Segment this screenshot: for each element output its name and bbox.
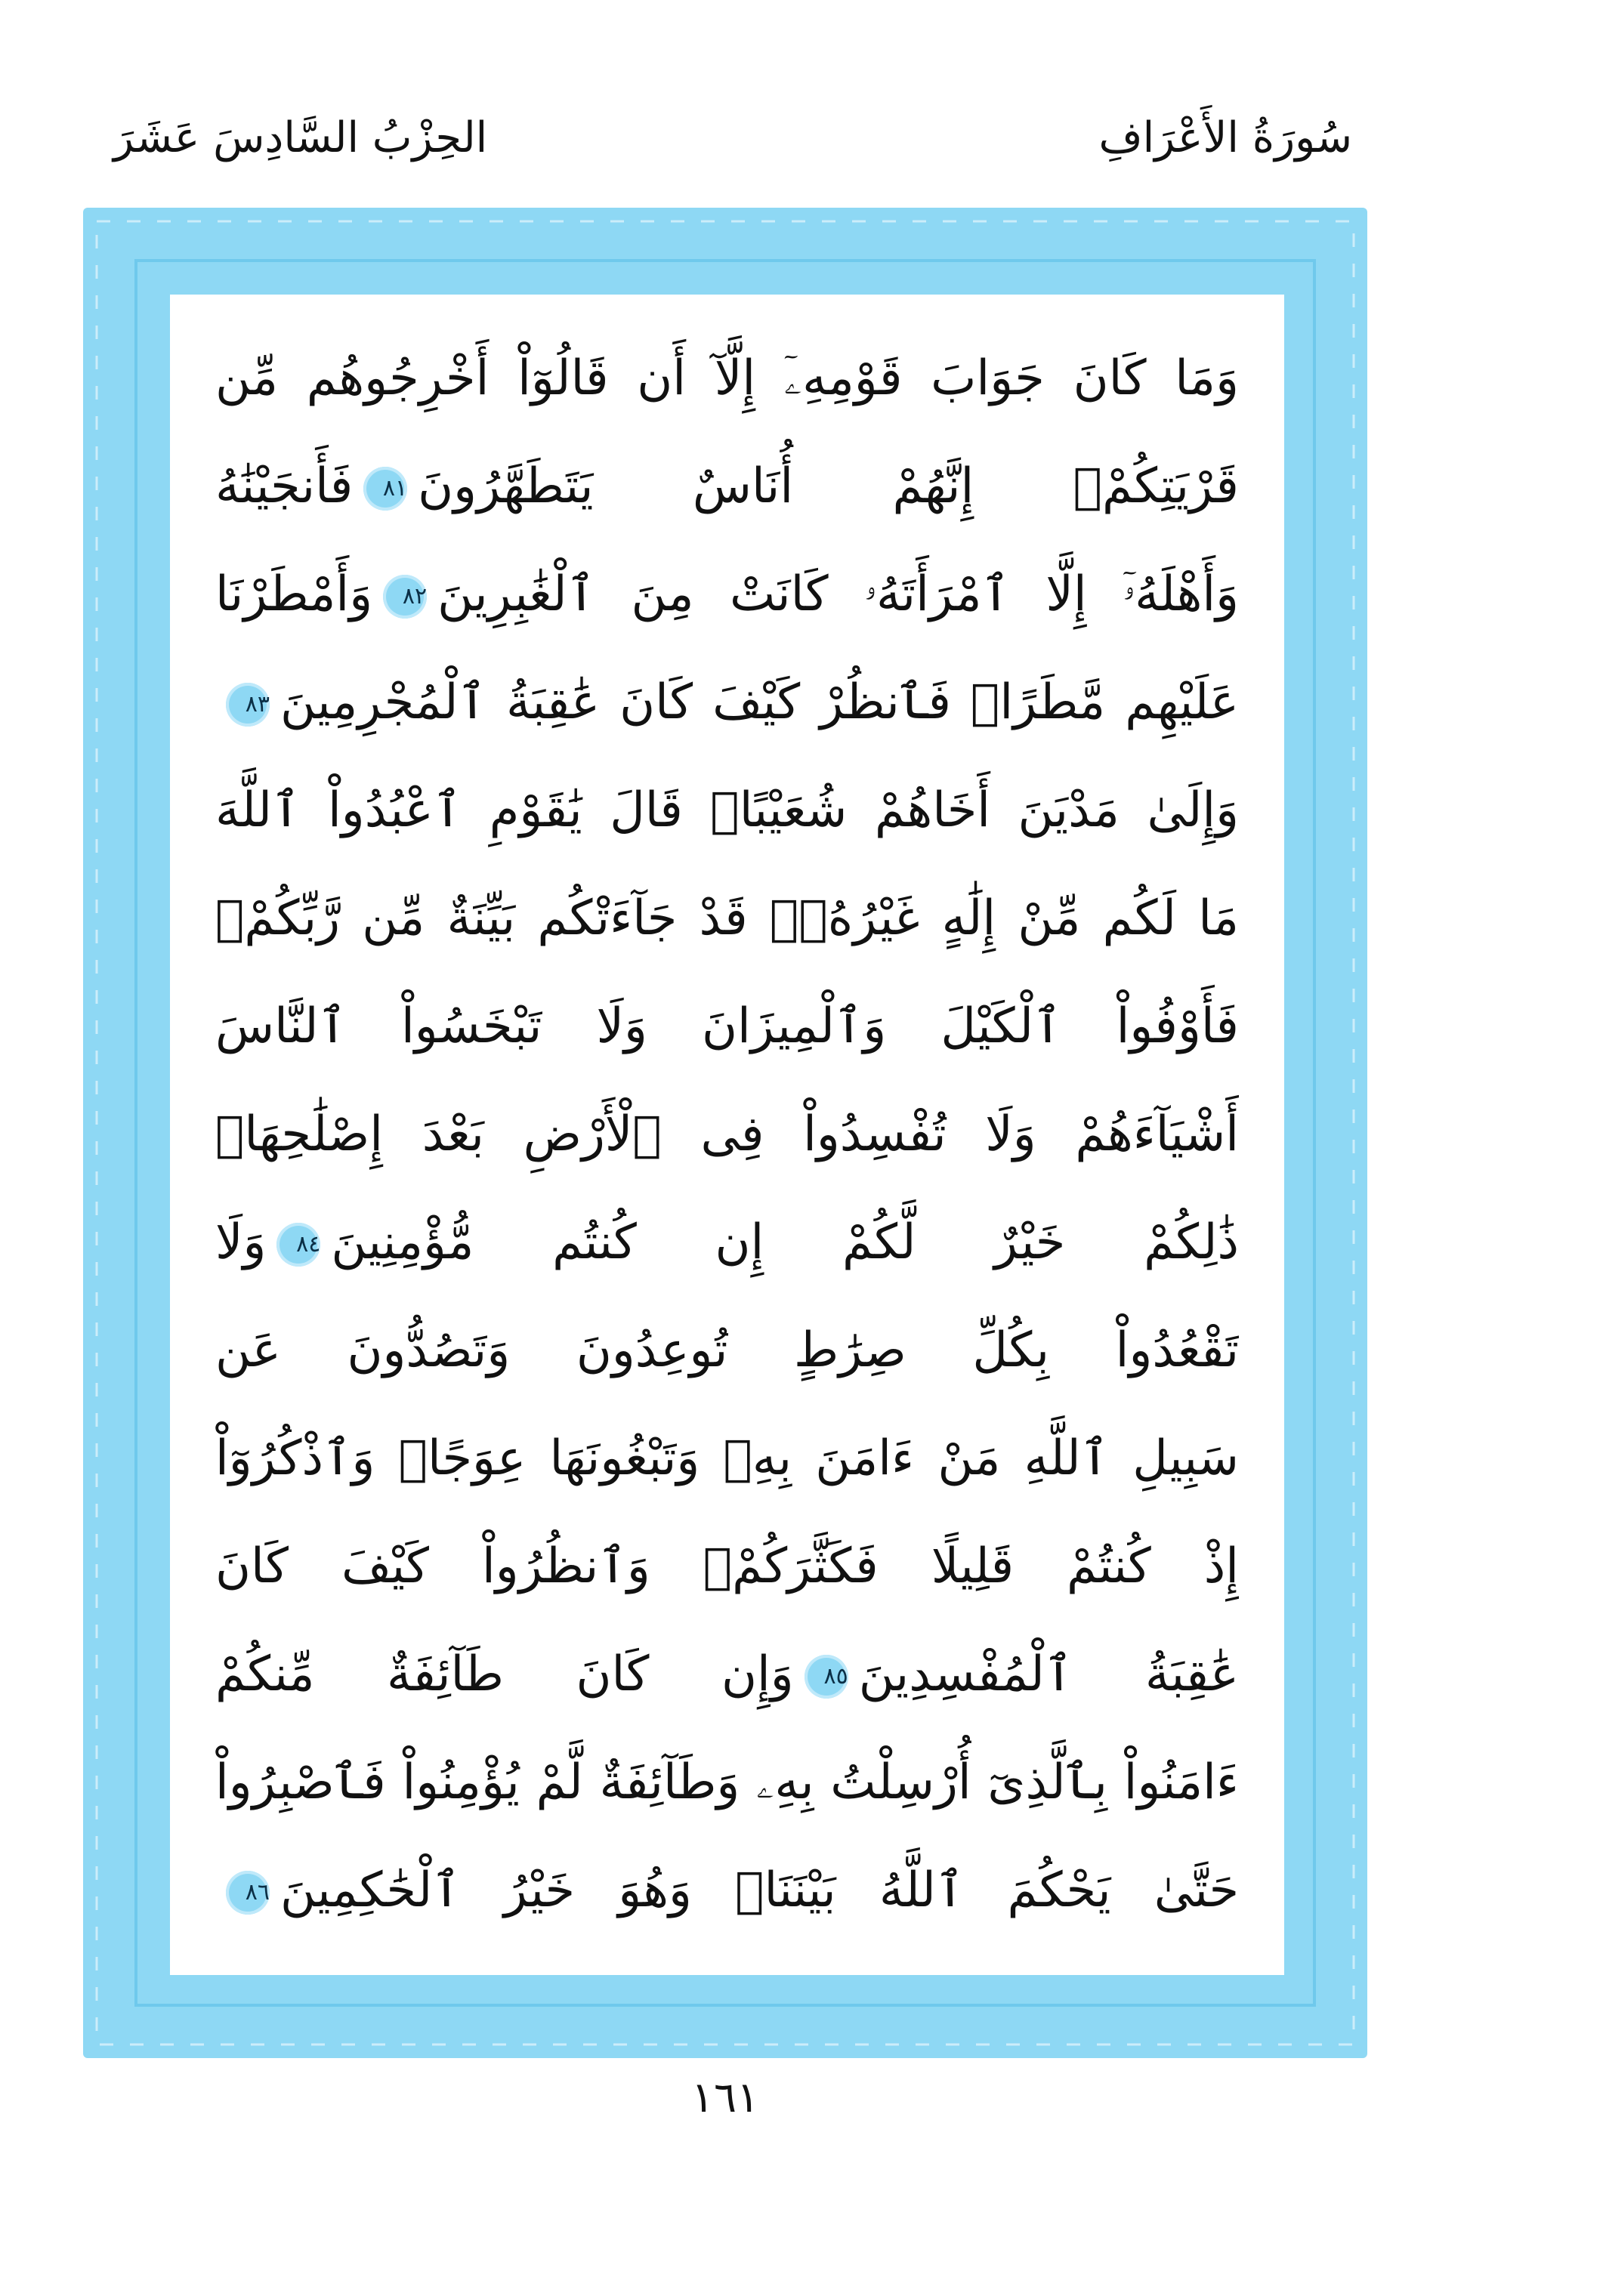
verse-line bbox=[215, 433, 1239, 541]
ayah-number-marker: ٨٦ bbox=[226, 1871, 270, 1915]
ayah-number-marker: ٨٥ bbox=[805, 1655, 848, 1699]
verse-text: حَتَّىٰ يَحْكُمَ ٱللَّهُ بَيْنَنَاۚ وَهُوَ خَيْرُ ٱلْحَٰكِمِينَ bbox=[280, 1862, 1239, 1918]
verse-text: ذَٰلِكُمْ خَيْرٌ لَّكُمْ إِن كُنتُم مُّؤْمِنِينَ bbox=[331, 1214, 1239, 1270]
verse-text: وَإِلَىٰ مَدْيَنَ أَخَاهُمْ شُعَيْبًاۗ قَالَ يَٰقَوْمِ ٱعْبُدُواْ ٱللَّهَ bbox=[215, 782, 1239, 838]
ayah-number-marker: ٨٣ bbox=[226, 683, 270, 727]
hizb-name: الحِزْبُ السَّادِسَ عَشَرَ bbox=[113, 113, 488, 162]
verse-lines bbox=[215, 325, 1239, 1945]
page-header bbox=[113, 98, 1352, 174]
verse-text: قَرْيَتِكُمْۖ إِنَّهُمْ أُنَاسٌ يَتَطَهَّرُونَ bbox=[418, 458, 1239, 514]
verse-text: وَلَا bbox=[215, 1214, 267, 1270]
text-panel bbox=[170, 295, 1284, 1975]
ayah-number-marker: ٨٤ bbox=[276, 1223, 320, 1267]
surah-name: سُورَةُ الأَعْرَافِ bbox=[1098, 113, 1352, 162]
verse-line bbox=[215, 325, 1239, 433]
verse-line bbox=[215, 1513, 1239, 1621]
verse-line bbox=[215, 757, 1239, 865]
ayah-number-marker: ٨١ bbox=[363, 467, 407, 511]
verse-text: تَقْعُدُواْ بِكُلِّ صِرَٰطٍ تُوعِدُونَ وَتَصُدُّونَ عَن bbox=[215, 1322, 1239, 1378]
verse-text: ءَامَنُواْ بِٱلَّذِىٓ أُرْسِلْتُ بِهِۦ وَطَآئِفَةٌ لَّمْ يُؤْمِنُواْ فَٱصْبِرُواْ bbox=[215, 1754, 1239, 1810]
verse-line bbox=[215, 1405, 1239, 1513]
verse-line bbox=[215, 973, 1239, 1081]
verse-line bbox=[215, 1621, 1239, 1729]
verse-line bbox=[215, 1081, 1239, 1189]
verse-text: وَأَمْطَرْنَا bbox=[215, 566, 373, 622]
verse-line bbox=[215, 1189, 1239, 1297]
verse-text: وَإِن كَانَ طَآئِفَةٌ مِّنكُمْ bbox=[215, 1646, 794, 1702]
verse-text: فَأَوْفُواْ ٱلْكَيْلَ وَٱلْمِيزَانَ وَلَا تَبْخَسُواْ ٱلنَّاسَ bbox=[215, 998, 1239, 1054]
verse-text: سَبِيلِ ٱللَّهِ مَنْ ءَامَنَ بِهِۦ وَتَبْغُونَهَا عِوَجًاۚ وَٱذْكُرُوٓاْ bbox=[215, 1430, 1239, 1486]
verse-text: عَٰقِبَةُ ٱلْمُفْسِدِينَ bbox=[858, 1646, 1239, 1702]
verse-text: أَشْيَآءَهُمْ وَلَا تُفْسِدُواْ فِى ٱلْأَرْضِ بَعْدَ إِصْلَٰحِهَاۚ bbox=[215, 1106, 1239, 1162]
page-number: ١٦١ bbox=[690, 2073, 760, 2122]
verse-line bbox=[215, 1837, 1239, 1945]
verse-line bbox=[215, 1729, 1239, 1837]
verse-line bbox=[215, 865, 1239, 973]
verse-line bbox=[215, 649, 1239, 757]
verse-text: وَأَهْلَهُۥٓ إِلَّا ٱمْرَأَتَهُۥ كَانَتْ مِنَ ٱلْغَٰبِرِينَ bbox=[437, 566, 1239, 622]
verse-text: إِذْ كُنتُمْ قَلِيلًا فَكَثَّرَكُمْۖ وَٱنظُرُواْ كَيْفَ كَانَ bbox=[215, 1538, 1239, 1594]
ayah-number-marker: ٨٢ bbox=[383, 575, 427, 619]
verse-text: مَا لَكُم مِّنْ إِلَٰهٍ غَيْرُهُۥۖ قَدْ جَآءَتْكُم بَيِّنَةٌ مِّن رَّبِّكُمْۖ bbox=[215, 890, 1239, 946]
verse-text: وَمَا كَانَ جَوَابَ قَوْمِهِۦٓ إِلَّآ أَن قَالُوٓاْ أَخْرِجُوهُم مِّن bbox=[215, 350, 1239, 406]
verse-line bbox=[215, 541, 1239, 649]
verse-text: عَلَيْهِم مَّطَرًاۖ فَٱنظُرْ كَيْفَ كَانَ عَٰقِبَةُ ٱلْمُجْرِمِينَ bbox=[280, 674, 1239, 730]
verse-line bbox=[215, 1297, 1239, 1405]
verse-text: فَأَنجَيْنَٰهُ bbox=[215, 458, 354, 514]
